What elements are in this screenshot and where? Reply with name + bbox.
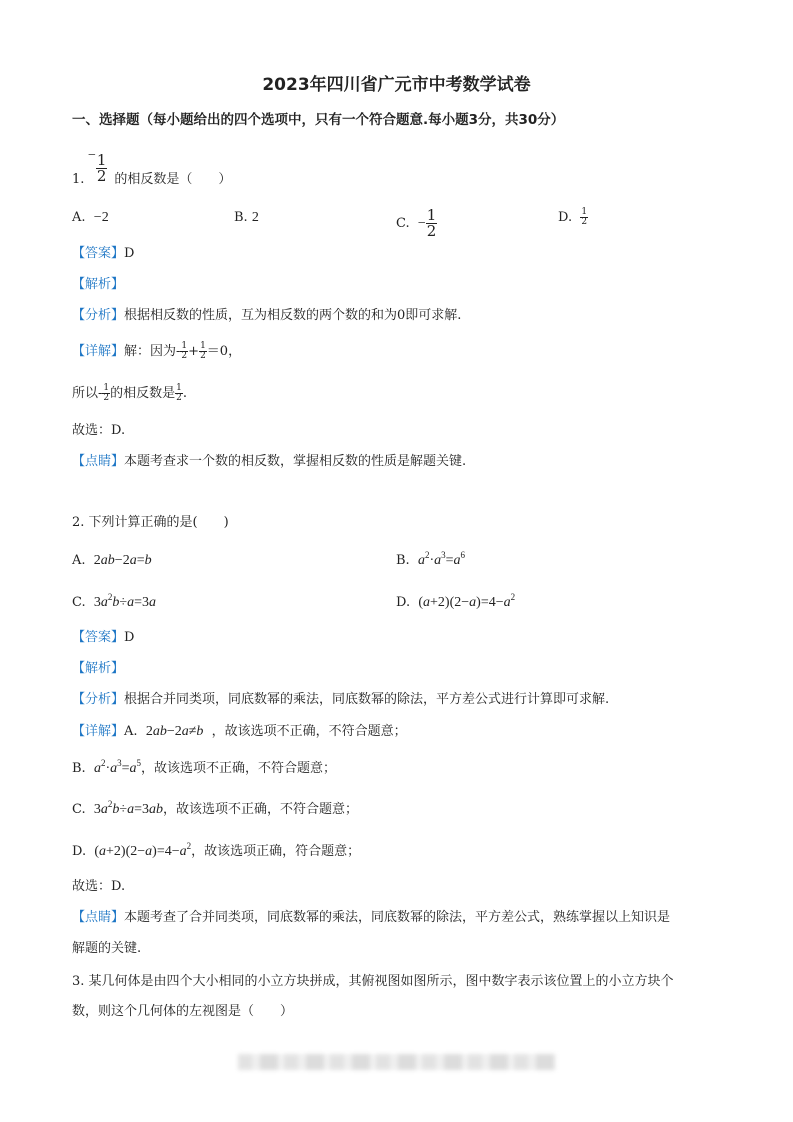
q2-analysis: 【分析】根据合并同类项，同底数幂的乘法，同底数幂的除法，平方差公式进行计算即可求解. xyxy=(72,692,610,707)
q2-detail-a: 【详解】A. 2ab−2a≠b ，故该选项不正确，不符合题意； xyxy=(72,724,407,739)
q1-jiexi: 【解析】 xyxy=(72,277,125,292)
q2-choice: 故选：D. xyxy=(72,879,126,894)
q2-detail-b: B. $a^2\cdot a^3=a^5$，故该选项不正确，不符合题意； xyxy=(72,758,337,776)
q1-option-d: D. $\frac{1}{2}$ xyxy=(558,207,588,227)
q3-stem-line1: 3. 某几何体是由四个大小相同的小立方块拼成，其俯视图如图所示，图中数字表示该位置上的小立方块个 xyxy=(72,974,674,989)
q1-option-a: A. −2 xyxy=(72,210,109,225)
q2-answer: 【答案】D xyxy=(72,630,135,645)
q1-analysis: 【分析】根据相反数的性质，互为相反数的两个数的和为0即可求解. xyxy=(72,308,462,323)
q1-detail: 【详解】解：因为- $\frac{1}{2}$ + $\frac{1}{2}$ ＝0， xyxy=(72,341,242,361)
watermark-blur xyxy=(238,1054,556,1070)
q1-stem-fraction: − $\frac{1}{2}$ xyxy=(88,148,107,185)
q1-stem: 1. 的相反数是（ ） xyxy=(72,172,232,187)
q1-choice: 故选：D. xyxy=(72,423,126,438)
q2-stem: 2. 下列计算正确的是( ) xyxy=(72,515,229,530)
q2-comment-cont: 解题的关键. xyxy=(72,941,142,956)
q2-jiexi: 【解析】 xyxy=(72,661,125,676)
q3-stem-line2: 数，则这个几何体的左视图是（ ） xyxy=(72,1004,294,1019)
q1-comment: 【点睛】本题考查求一个数的相反数，掌握相反数的性质是解题关键. xyxy=(72,454,467,469)
q2-option-a: A. 2ab−2a=b xyxy=(72,553,152,568)
q2-comment: 【点睛】本题考查了合并同类项，同底数幂的乘法，同底数幂的除法，平方差公式，熟练掌握以上知识是 xyxy=(72,910,671,925)
q1-answer: 【答案】D xyxy=(72,246,135,261)
q2-detail-d: D. $(a+2)(2-a)=4-a^2$，故该选项正确，符合题意； xyxy=(72,841,361,859)
q2-option-c: C. $3a^2b\div a=3a$ xyxy=(72,592,156,610)
q1-option-c: C. − $\frac{1}{2}$ xyxy=(396,206,437,240)
page-title: 2023年四川省广元市中考数学试卷 xyxy=(262,75,531,95)
q2-option-d: D. $(a+2)(2-a)=4-a^2$ xyxy=(396,592,516,610)
q1-conclusion: 所以- $\frac{1}{2}$ 的相反数是 $\frac{1}{2}$ . xyxy=(72,383,188,403)
q2-detail-c: C. $3a^2b\div a=3ab$，故该选项不正确，不符合题意； xyxy=(72,799,358,817)
section-heading: 一、选择题（每小题给出的四个选项中，只有一个符合题意.每小题3分，共30分） xyxy=(72,112,565,128)
q2-option-b: B. $a^2\cdot a^3=a^6$ xyxy=(396,550,466,568)
q1-option-b: B. 2 xyxy=(234,210,259,225)
